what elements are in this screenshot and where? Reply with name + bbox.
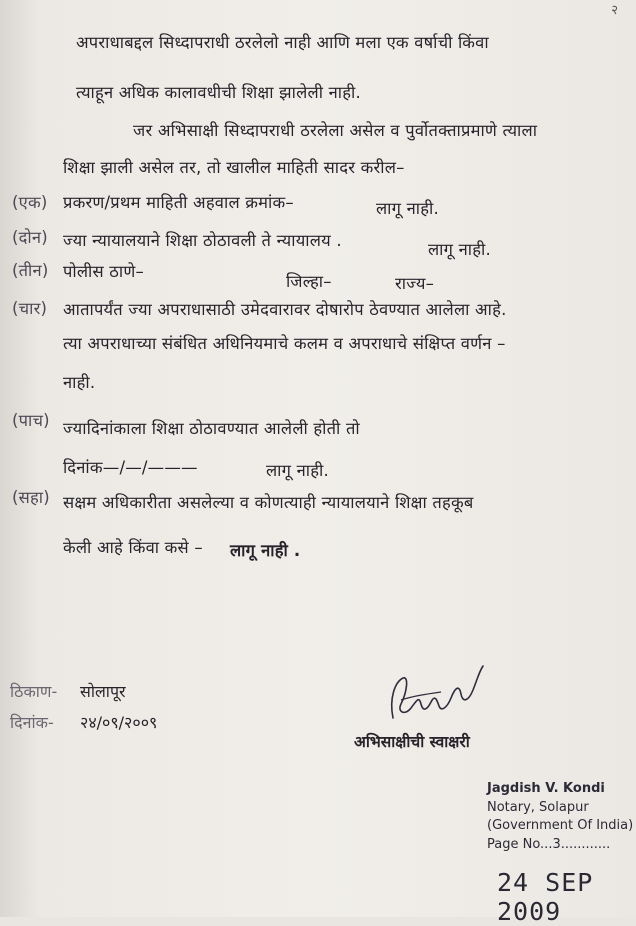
notary-stamp	[487, 780, 633, 854]
paragraph-line-2: त्याहून अधिक कालावधीची शिक्षा झालेली नाही.	[76, 83, 361, 102]
item-6-value: लागू नाही .	[230, 541, 301, 560]
item-number-3: (तीन)	[12, 261, 49, 280]
item-2-text: ज्या न्यायालयाने शिक्षा ठोठावली ते न्यायालय .	[63, 231, 342, 250]
item-number-1: (एक)	[12, 193, 48, 212]
item-2-value: लागू नाही.	[428, 240, 491, 259]
bleed-through-text	[150, 595, 155, 615]
place-label: ठिकाण-	[10, 682, 58, 701]
item-5-date: दिनांक—/—/———	[63, 458, 198, 477]
paragraph-line-4: शिक्षा झाली असेल तर, तो खालील माहिती सादर करील–	[63, 158, 405, 177]
paragraph-line-1: अपराधाबद्दल सिध्दापराधी ठरलेलो नाही आणि मला एक वर्षाची किंवा	[76, 33, 489, 52]
item-5-value: लागू नाही.	[266, 461, 329, 480]
handwritten-signature	[383, 660, 493, 740]
item-number-5: (पाच)	[12, 411, 50, 430]
item-number-6: (सहा)	[12, 488, 50, 507]
item-1-value: लागू नाही.	[376, 199, 439, 218]
item-1-text: प्रकरण/प्रथम माहिती अहवाल क्रमांक–	[63, 193, 294, 212]
signature-label: अभिसाक्षीची स्वाक्षरी	[354, 733, 470, 751]
item-4-text: आतापर्यंत ज्या अपराधासाठी उमेदवारावर दोषारोप ठेवण्यात आलेला आहे.	[63, 300, 507, 319]
notary-page-number: Page No...3............	[487, 836, 611, 852]
item-3-state: राज्य–	[395, 274, 435, 293]
date-stamp: 24 SEP 2009	[497, 868, 594, 926]
item-3-district: जिल्हा–	[286, 272, 332, 291]
place-value: सोलापूर	[80, 682, 126, 701]
date-label: दिनांक-	[10, 713, 54, 732]
item-4-line-3: नाही.	[63, 373, 96, 392]
page-number-mark: २	[611, 3, 618, 18]
item-6-text: सक्षम अधिकारीता असलेल्या व कोणत्याही न्यायालयाने शिक्षा तहकूब	[63, 493, 474, 512]
item-number-4: (चार)	[12, 299, 48, 318]
item-number-2: (दोन)	[12, 228, 48, 247]
notary-name: Jagdish V. Kondi	[487, 781, 605, 796]
paragraph-line-3: जर अभिसाक्षी सिध्दापराधी ठरलेला असेल व पुर्वोतक्ताप्रमाणे त्याला	[133, 121, 538, 140]
notary-government: (Government Of India)	[487, 818, 634, 833]
date-value: २४/०९/२००९	[80, 713, 158, 732]
item-3-text: पोलीस ठाणे–	[63, 262, 144, 281]
item-5-text: ज्यादिनांकाला शिक्षा ठोठावण्यात आलेली होती तो	[63, 419, 360, 438]
notary-title: Notary, Solapur	[487, 799, 589, 815]
item-6-line-2: केली आहे किंवा कसे –	[63, 538, 203, 557]
item-4-line-2: त्या अपराधाच्या संबंधित अधिनियमाचे कलम व अपराधाचे संक्षिप्त वर्णन –	[63, 334, 506, 353]
